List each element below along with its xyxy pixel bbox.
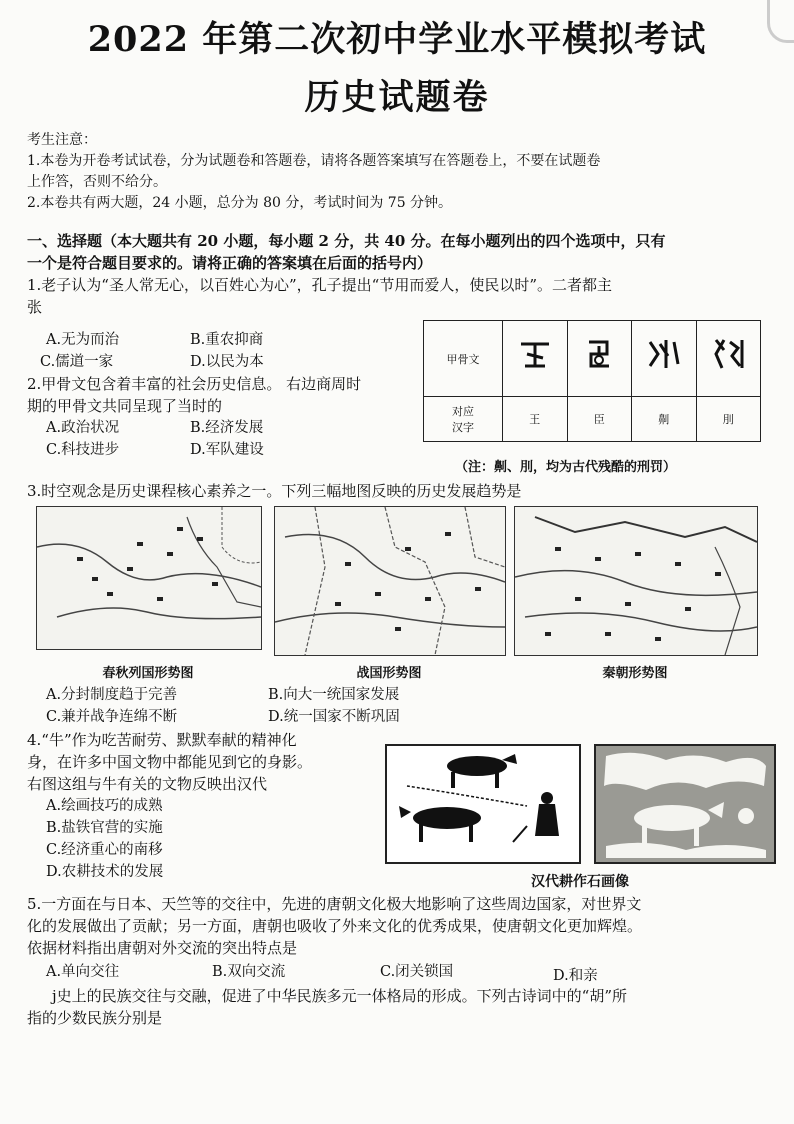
oracle-row2-label <box>424 397 503 442</box>
q2-option-d: D.军队建设 <box>190 442 264 458</box>
oracle-glyph <box>503 321 568 397</box>
oracle-glyph <box>696 321 761 397</box>
oracle-char: 刖 <box>696 397 761 442</box>
oracle-glyph <box>632 321 697 397</box>
q2-table-note: （注：劓、刖，均为古代残酷的刑罚） <box>455 460 677 475</box>
q2-stem-cont: 期的甲骨文共同呈现了当时的 <box>27 397 223 415</box>
q2-option-b: B.经济发展 <box>190 420 264 436</box>
oracle-glyph-yue <box>708 343 748 383</box>
q1-option-c: C.儒道一家 <box>40 354 114 370</box>
oracle-glyph-chen <box>579 343 619 383</box>
oracle-row2-label-line1: 对应 <box>452 405 474 418</box>
oracle-glyph-yi <box>644 343 684 383</box>
oracle-char: 劓 <box>632 397 697 442</box>
q4-stem: 4.“牛”作为吃苦耐劳、默默奉献的精神化 <box>27 731 297 749</box>
oracle-row2-label-line2: 汉字 <box>452 421 474 434</box>
q3-option-d: D.统一国家不断巩固 <box>268 709 400 725</box>
q5-stem: 5.一方面在与日本、天竺等的交往中，先进的唐朝文化极大地影响了这些周边国家，对世界文 <box>27 895 642 913</box>
han-plowing-drawing <box>385 744 581 864</box>
map-qin-dynasty-caption: 秦朝形势图 <box>602 666 668 681</box>
exam-notice <box>27 130 747 214</box>
map-qin-dynasty <box>514 506 758 656</box>
notice-item-1: 1.本卷为开卷考试试卷，分为试题卷和答题卷，请将各题答案填写在答题卷上，不要在试题卷 <box>27 153 601 169</box>
q1-option-a: A.无为而治 <box>46 332 120 348</box>
q5-option-c: C.闭关锁国 <box>380 964 454 980</box>
oracle-char: 臣 <box>567 397 632 442</box>
q3-option-a: A.分封制度趋于完善 <box>46 687 178 703</box>
oracle-char: 王 <box>503 397 568 442</box>
q1-option-b: B.重农抑商 <box>190 332 264 348</box>
oracle-bone-table <box>423 320 761 442</box>
exam-title: 2022 年第二次初中学业水平模拟考试 <box>87 19 707 60</box>
q5-option-a: A.单向交往 <box>46 964 120 980</box>
han-relief-caption: 汉代耕作石画像 <box>531 874 629 890</box>
q1-stem: 1.老子认为“圣人常无心，以百姓心为心”，孔子提出“节用而爱人，使民以时”。二者都主 <box>27 276 612 294</box>
q6-stem: j史上的民族交往与交融，促进了中华民族多元一体格局的形成。下列古诗词中的“胡”所 <box>52 987 627 1005</box>
q5-option-b: B.双向交流 <box>212 964 286 980</box>
notice-item-1-cont: 上作答，否则不给分。 <box>27 174 167 190</box>
map-warring-states-caption: 战国形势图 <box>356 666 422 681</box>
q4-option-b: B.盐铁官营的实施 <box>46 820 163 836</box>
q3-option-b: B.向大一统国家发展 <box>268 687 400 703</box>
q3-option-c: C.兼并战争连绵不断 <box>46 709 178 725</box>
section-1-header-cont: 一个是符合题目要求的。请将正确的答案填在后面的括号内） <box>27 254 433 272</box>
q5-stem-cont: 化的发展做出了贡献；另一方面，唐朝也吸收了外来文化的优秀成果，使唐朝文化更加辉煌。 <box>27 917 643 935</box>
q1-stem-cont: 张 <box>27 298 43 316</box>
q1-option-d: D.以民为本 <box>190 354 264 370</box>
q4-option-d: D.农耕技术的发展 <box>46 864 164 880</box>
q2-stem: 2.甲骨文包含着丰富的社会历史信息。 右边商周时 <box>27 375 362 393</box>
oracle-glyph <box>567 321 632 397</box>
notice-heading: 考生注意： <box>27 132 97 148</box>
q3-stem: 3.时空观念是历史课程核心素养之一。下列三幅地图反映的历史发展趋势是 <box>27 482 522 500</box>
oracle-row-label: 甲骨文 <box>424 321 503 397</box>
notice-item-2: 2.本卷共有两大题，24 小题，总分为 80 分，考试时间为 75 分钟。 <box>27 195 453 211</box>
map-spring-autumn <box>36 506 262 650</box>
q6-stem-cont: 指的少数民族分别是 <box>27 1009 163 1027</box>
q5-stem-cont2: 依据材料指出唐朝对外交流的突出特点是 <box>27 939 298 957</box>
q4-option-c: C.经济重心的南移 <box>46 842 163 858</box>
q5-option-d: D.和亲 <box>553 968 598 984</box>
q4-option-a: A.绘画技巧的成熟 <box>46 798 163 814</box>
q4-stem-cont2: 右图这组与牛有关的文物反映出汉代 <box>27 775 268 793</box>
map-warring-states <box>274 506 506 656</box>
q2-option-c: C.科技进步 <box>46 442 120 458</box>
han-plowing-stone-relief <box>594 744 776 864</box>
q2-option-a: A.政治状况 <box>46 420 120 436</box>
section-1-header: 一、选择题（本大题共有 20 小题，每小题 2 分，共 40 分。在每小题列出的四个选项中，只有 <box>27 232 666 250</box>
q4-stem-cont: 身，在许多中国文物中都能见到它的身影。 <box>27 753 313 771</box>
oracle-glyph-wang <box>515 343 555 383</box>
exam-subtitle: 历史试题卷 <box>304 77 490 118</box>
map-spring-autumn-caption: 春秋列国形势图 <box>102 666 194 681</box>
